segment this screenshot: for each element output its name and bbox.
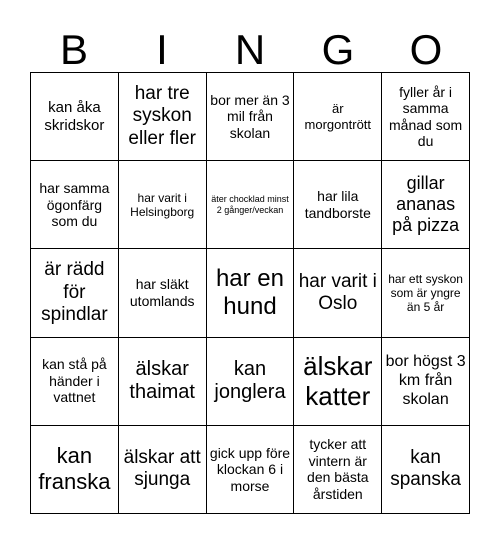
header-letter-b: B <box>59 26 88 73</box>
bingo-cell[interactable]: älskar katter <box>294 338 382 426</box>
bingo-card <box>30 72 470 514</box>
bingo-cell[interactable]: har varit i Oslo <box>294 249 382 337</box>
header-letter-o: O <box>409 26 443 73</box>
bingo-cell[interactable]: har en hund <box>207 249 295 337</box>
bingo-cell[interactable]: har ett syskon som är yngre än 5 år <box>382 249 470 337</box>
bingo-cell[interactable]: gick upp före klockan 6 i morse <box>207 426 295 514</box>
header-letter-i: I <box>156 26 168 73</box>
bingo-cell[interactable]: har samma ögonfärg som du <box>31 161 119 249</box>
bingo-cell[interactable]: kan stå på händer i vattnet <box>31 338 119 426</box>
bingo-cell[interactable]: älskar thaimat <box>119 338 207 426</box>
bingo-cell[interactable]: äter chocklad minst 2 gånger/veckan <box>207 161 295 249</box>
bingo-cell[interactable]: bor högst 3 km från skolan <box>382 338 470 426</box>
bingo-cell[interactable]: kan franska <box>31 426 119 514</box>
bingo-cell[interactable]: är rädd för spindlar <box>31 249 119 337</box>
bingo-cell[interactable]: har varit i Helsingborg <box>119 161 207 249</box>
bingo-cell[interactable]: kan jonglera <box>207 338 295 426</box>
header-letter-n: N <box>234 26 266 73</box>
bingo-cell[interactable]: har lila tandborste <box>294 161 382 249</box>
bingo-cell[interactable]: tycker att vintern är den bästa årstiden <box>294 426 382 514</box>
bingo-cell[interactable]: kan åka skridskor <box>31 73 119 161</box>
bingo-cell[interactable]: bor mer än 3 mil från skolan <box>207 73 295 161</box>
bingo-cell[interactable]: älskar att sjunga <box>119 426 207 514</box>
bingo-cell[interactable]: fyller år i samma månad som du <box>382 73 470 161</box>
header-letter-g: G <box>321 26 355 73</box>
bingo-cell[interactable]: är morgontrött <box>294 73 382 161</box>
bingo-cell[interactable]: har släkt utomlands <box>119 249 207 337</box>
bingo-cell[interactable]: gillar ananas på pizza <box>382 161 470 249</box>
bingo-cell[interactable]: har tre syskon eller fler <box>119 73 207 161</box>
bingo-header <box>30 28 470 72</box>
bingo-cell[interactable]: kan spanska <box>382 426 470 514</box>
